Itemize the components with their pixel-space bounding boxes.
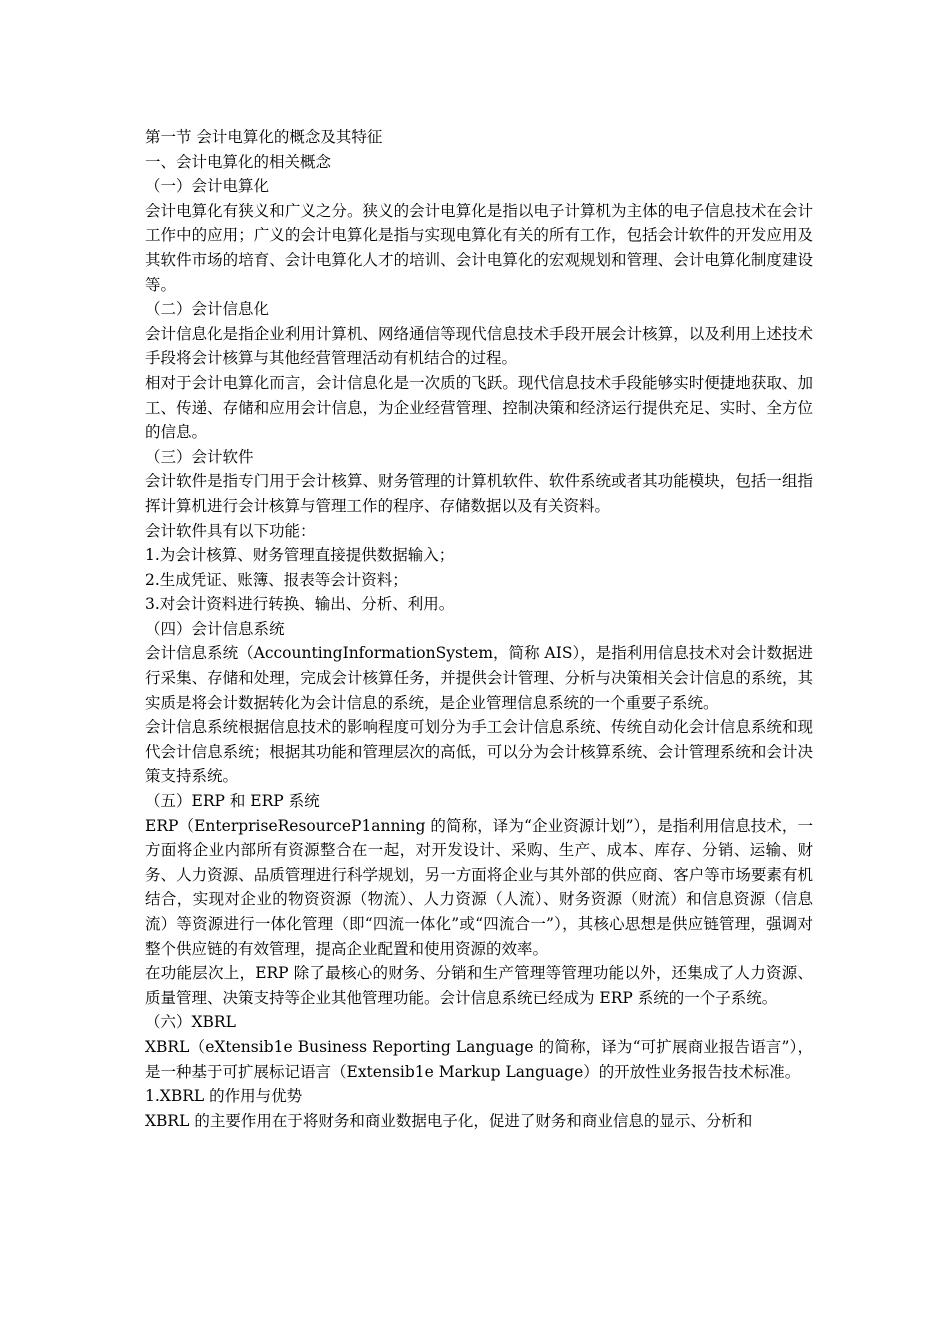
subheading: （六）XBRL bbox=[145, 1013, 236, 1032]
subheading: 1.XBRL 的作用与优势 bbox=[145, 1087, 303, 1106]
paragraph: XBRL 的主要作用在于将财务和商业数据电子化，促进了财务和商业信息的显示、分析和 bbox=[145, 1111, 753, 1130]
paragraph: 会计电算化有狭义和广义之分。狭义的会计电算化是指以电子计算机为主体的电子信息技术在会计工作中的应用；广义的会计电算化是指与实现电算化有关的所有工作，包括会计软件的开发应用及其软件市场的培育、会计电算化人才的培训、会计电算化的宏观规划和管理、会计电算化制度建设等。 bbox=[145, 201, 813, 294]
subheading: （三）会计软件 bbox=[145, 447, 254, 466]
subheading: （四）会计信息系统 bbox=[145, 619, 285, 638]
list-item: 3.对会计资料进行转换、输出、分析、利用。 bbox=[145, 595, 455, 614]
subheading: （二）会计信息化 bbox=[145, 300, 270, 319]
paragraph: 会计信息系统根据信息技术的影响程度可划分为手工会计信息系统、传统自动化会计信息系统和现代会计信息系统；根据其功能和管理层次的高低，可以分为会计核算系统、会计管理系统和会计决策支持系统。 bbox=[145, 718, 813, 786]
list-item: 1.为会计核算、财务管理直接提供数据输入； bbox=[145, 546, 455, 565]
paragraph: 会计软件具有以下功能： bbox=[145, 521, 316, 540]
section-title: 第一节 会计电算化的概念及其特征 bbox=[145, 128, 383, 146]
paragraph: 会计信息化是指企业利用计算机、网络通信等现代信息技术手段开展会计核算，以及利用上述技术手段将会计核算与其他经营管理活动有机结合的过程。 bbox=[145, 324, 813, 368]
subheading: （一）会计电算化 bbox=[145, 177, 270, 196]
paragraph: 相对于会计电算化而言，会计信息化是一次质的飞跃。现代信息技术手段能够实时便捷地获取、加工、传递、存储和应用会计信息，为企业经营管理、控制决策和经济运行提供充足、实时、全方位的信息。 bbox=[145, 373, 813, 442]
heading-1: 一、会计电算化的相关概念 bbox=[145, 152, 332, 171]
paragraph: 在功能层次上，ERP 除了最核心的财务、分销和生产管理等管理功能以外，还集成了人力资源、质量管理、决策支持等企业其他管理功能。会计信息系统已经成为 ERP 系统的一个子系统。 bbox=[145, 964, 813, 1007]
paragraph: ERP（EnterpriseResourceP1anning 的简称，译为“企业资源计划”），是指利用信息技术，一方面将企业内部所有资源整合在一起，对开发设计、采购、生产、成本、库存、分销、运输、财务、人力资源、品质管理进行科学规划，另一方面将企业与其外部的供应商、客户等市场要素有机结合，实现对企业的物资资源（物流）、人力资源（人流）、财务资源（财流）和信息资源（信息流）等资源进行一体化管理（即“四流一体化”或“四流合一”），其核心思想是供应链管理，强调对整个供应链的有效管理，提高企业配置和使用资源的效率。 bbox=[145, 816, 813, 958]
paragraph: 会计软件是指专门用于会计核算、财务管理的计算机软件、软件系统或者其功能模块，包括一组指挥计算机进行会计核算与管理工作的程序、存储数据以及有关资料。 bbox=[145, 472, 813, 515]
subheading: （五）ERP 和 ERP 系统 bbox=[145, 792, 320, 811]
paragraph: XBRL（eXtensib1e Business Reporting Language 的简称，译为“可扩展商业报告语言”），是一种基于可扩展标记语言（Extensib1e Markup Language）的开放性业务报告技术标准。 bbox=[145, 1037, 813, 1081]
paragraph: 会计信息系统（AccountingInformationSystem，简称 AIS），是指利用信息技术对会计数据进行采集、存储和处理，完成会计核算任务，并提供会计管理、分析与决策相关会计信息的系统，其实质是将会计数据转化为会计信息的系统，是企业管理信息系统的一个重要子系统。 bbox=[145, 644, 813, 712]
document-body bbox=[145, 125, 813, 1133]
list-item: 2.生成凭证、账簿、报表等会计资料； bbox=[145, 570, 408, 589]
